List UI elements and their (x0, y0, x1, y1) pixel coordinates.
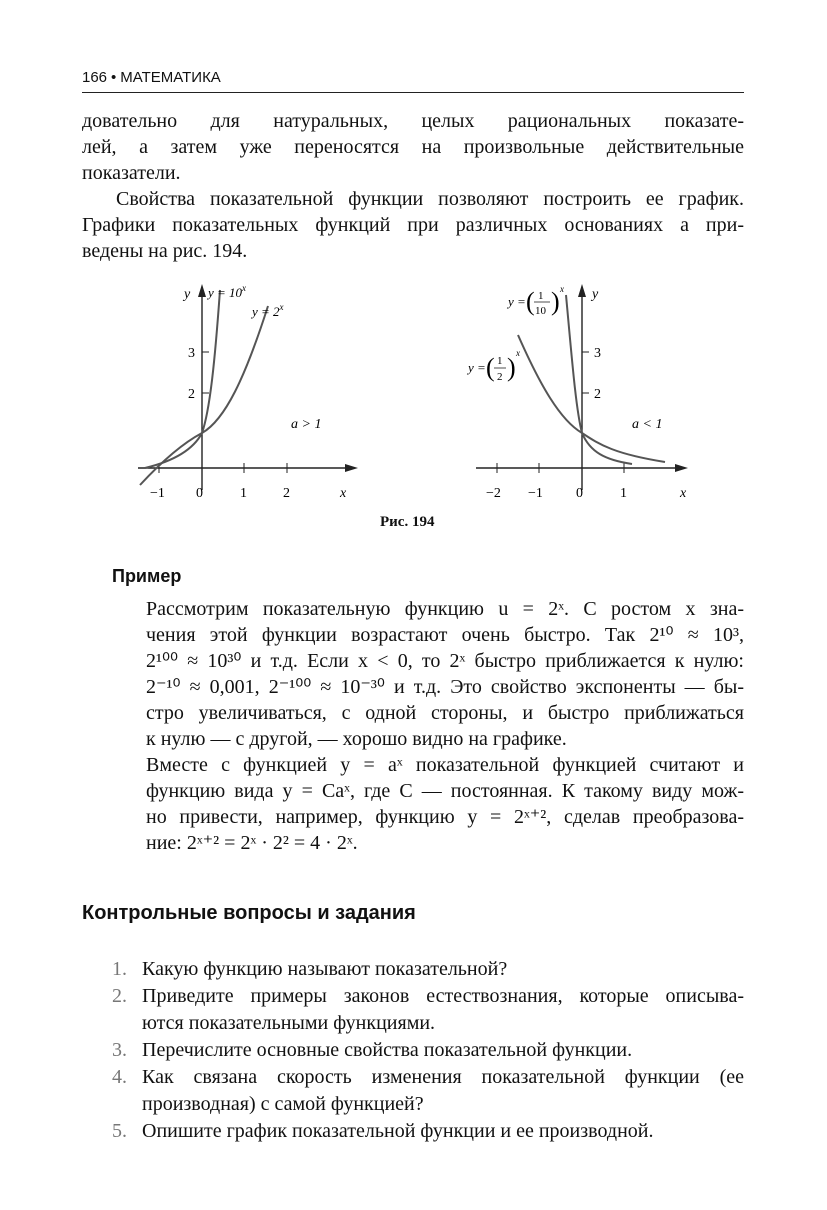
tick-label: 2 (283, 486, 290, 501)
svg-text:x: x (560, 284, 564, 294)
curve-y-half-x (518, 335, 665, 462)
x-axis-arrow (675, 464, 688, 472)
example-title: Пример (112, 566, 182, 586)
svg-text:1: 1 (538, 290, 544, 302)
x-axis-label: x (340, 486, 347, 501)
text-line: 2¹⁰⁰ ≈ 10³⁰ и т.д. Если x < 0, то 2ˣ быстро приближается к нулю: (146, 650, 744, 672)
text-line: но привести, например, функцию y = 2ˣ⁺², сделав преобразова- (146, 806, 744, 828)
svg-text:10: 10 (535, 305, 546, 317)
svg-text:y =: y = (468, 360, 486, 375)
section-heading: Контрольные вопросы и задания (82, 902, 416, 924)
tick-label: −1 (150, 486, 165, 501)
text-line: лей, а затем уже переносятся на произвольные действительные (82, 136, 744, 158)
page-number: 166 (82, 69, 108, 86)
item-text: Как связана скорость изменения показательной функции (ее (142, 1066, 744, 1088)
text-line: стро увеличиваться, с одной стороны, и быстро приближаться (146, 702, 744, 724)
condition-label: a > 1 (291, 417, 322, 432)
text-line: Вместе с функцией y = aˣ показательной функцией считают и (146, 754, 744, 776)
item-number: 1. (112, 958, 127, 980)
y-axis-arrow (198, 284, 206, 297)
text-line: к нулю — с другой, — хорошо видно на графике. (146, 728, 567, 750)
text-line: функцию вида y = Caˣ, где C — постоянная. К такому виду мож- (146, 780, 744, 802)
svg-text:2: 2 (497, 371, 503, 383)
tick-label: 3 (594, 346, 601, 361)
figure-caption: Рис. 194 (380, 514, 435, 530)
condition-label: a < 1 (632, 417, 663, 432)
item-text: Перечислите основные свойства показательной функции. (142, 1039, 633, 1061)
item-number: 4. (112, 1066, 127, 1088)
item-text: ются показательными функциями. (142, 1012, 436, 1034)
running-header (82, 68, 744, 93)
text-line: Свойства показательной функции позволяют построить ее график. (116, 188, 744, 210)
text-line: 2⁻¹⁰ ≈ 0,001, 2⁻¹⁰⁰ ≈ 10⁻³⁰ и т.д. Это свойство экспоненты — бы- (146, 676, 744, 698)
tick-label: 0 (196, 486, 203, 501)
y-axis-label: y (592, 287, 599, 302)
graph-a-less-1 (466, 284, 688, 501)
curve-y-2x (140, 306, 268, 485)
example-body-2 (146, 752, 744, 856)
x-axis-arrow (345, 464, 358, 472)
header-separator: • (111, 69, 117, 86)
tick-label: 3 (188, 346, 195, 361)
tick-label: 0 (576, 486, 583, 501)
list-item (112, 983, 744, 1037)
item-text: Какую функцию называют показательной? (142, 958, 508, 980)
x-axis-label: x (680, 486, 687, 501)
item-number: 5. (112, 1120, 127, 1142)
text-line: довательно для натуральных, целых рациональных показате- (82, 110, 744, 132)
item-number: 3. (112, 1039, 127, 1061)
questions-list (112, 956, 744, 1145)
header-section: МАТЕМАТИКА (120, 69, 221, 86)
tick-label: 2 (188, 387, 195, 402)
text-line: Рассмотрим показательную функцию u = 2ˣ. С ростом x зна- (146, 598, 744, 620)
tick-label: −1 (528, 486, 543, 501)
tick-label: 1 (620, 486, 627, 501)
curve-label-2x: $y = 2^x$ (252, 302, 284, 319)
svg-text:): ) (551, 287, 560, 316)
svg-text:(: ( (526, 287, 535, 316)
figure-194 (0, 270, 827, 510)
paragraph-2 (82, 186, 744, 264)
svg-text:1: 1 (497, 355, 503, 367)
text-line: ведены на рис. 194. (82, 240, 248, 262)
svg-text:x: x (516, 348, 520, 358)
paragraph-1 (82, 108, 744, 186)
graph-a-greater-1 (138, 283, 358, 501)
y-axis-label: y (184, 287, 191, 302)
curve-y-tenth-x (566, 295, 632, 464)
list-item (112, 1118, 744, 1145)
item-text: производная) с самой функцией? (142, 1093, 424, 1115)
curve-label-10x: $y = 10^x$ (208, 283, 247, 300)
curve-y-10x (145, 290, 220, 468)
curve-label-half-x (466, 348, 520, 383)
tick-label: 2 (594, 387, 601, 402)
item-number: 2. (112, 985, 127, 1007)
list-item (112, 956, 744, 983)
svg-text:(: ( (486, 353, 495, 382)
svg-text:): ) (507, 353, 516, 382)
text-line: ние: 2ˣ⁺² = 2ˣ · 2² = 4 · 2ˣ. (146, 832, 358, 854)
text-line: чения этой функции возрастают очень быстро. Так 2¹⁰ ≈ 10³, (146, 624, 744, 646)
svg-text:y =: y = (508, 294, 526, 309)
tick-label: −2 (486, 486, 501, 501)
item-text: Приведите примеры законов естествознания, которые описыва- (142, 985, 744, 1007)
example-body (146, 596, 744, 752)
y-axis-arrow (578, 284, 586, 297)
text-line: показатели. (82, 162, 181, 184)
curve-label-tenth-x (506, 284, 564, 317)
list-item (112, 1064, 744, 1118)
text-line: Графики показательных функций при различных основаниях a при- (82, 214, 744, 236)
tick-label: 1 (240, 486, 247, 501)
list-item (112, 1037, 744, 1064)
item-text: Опишите график показательной функции и ее производной. (142, 1120, 654, 1142)
